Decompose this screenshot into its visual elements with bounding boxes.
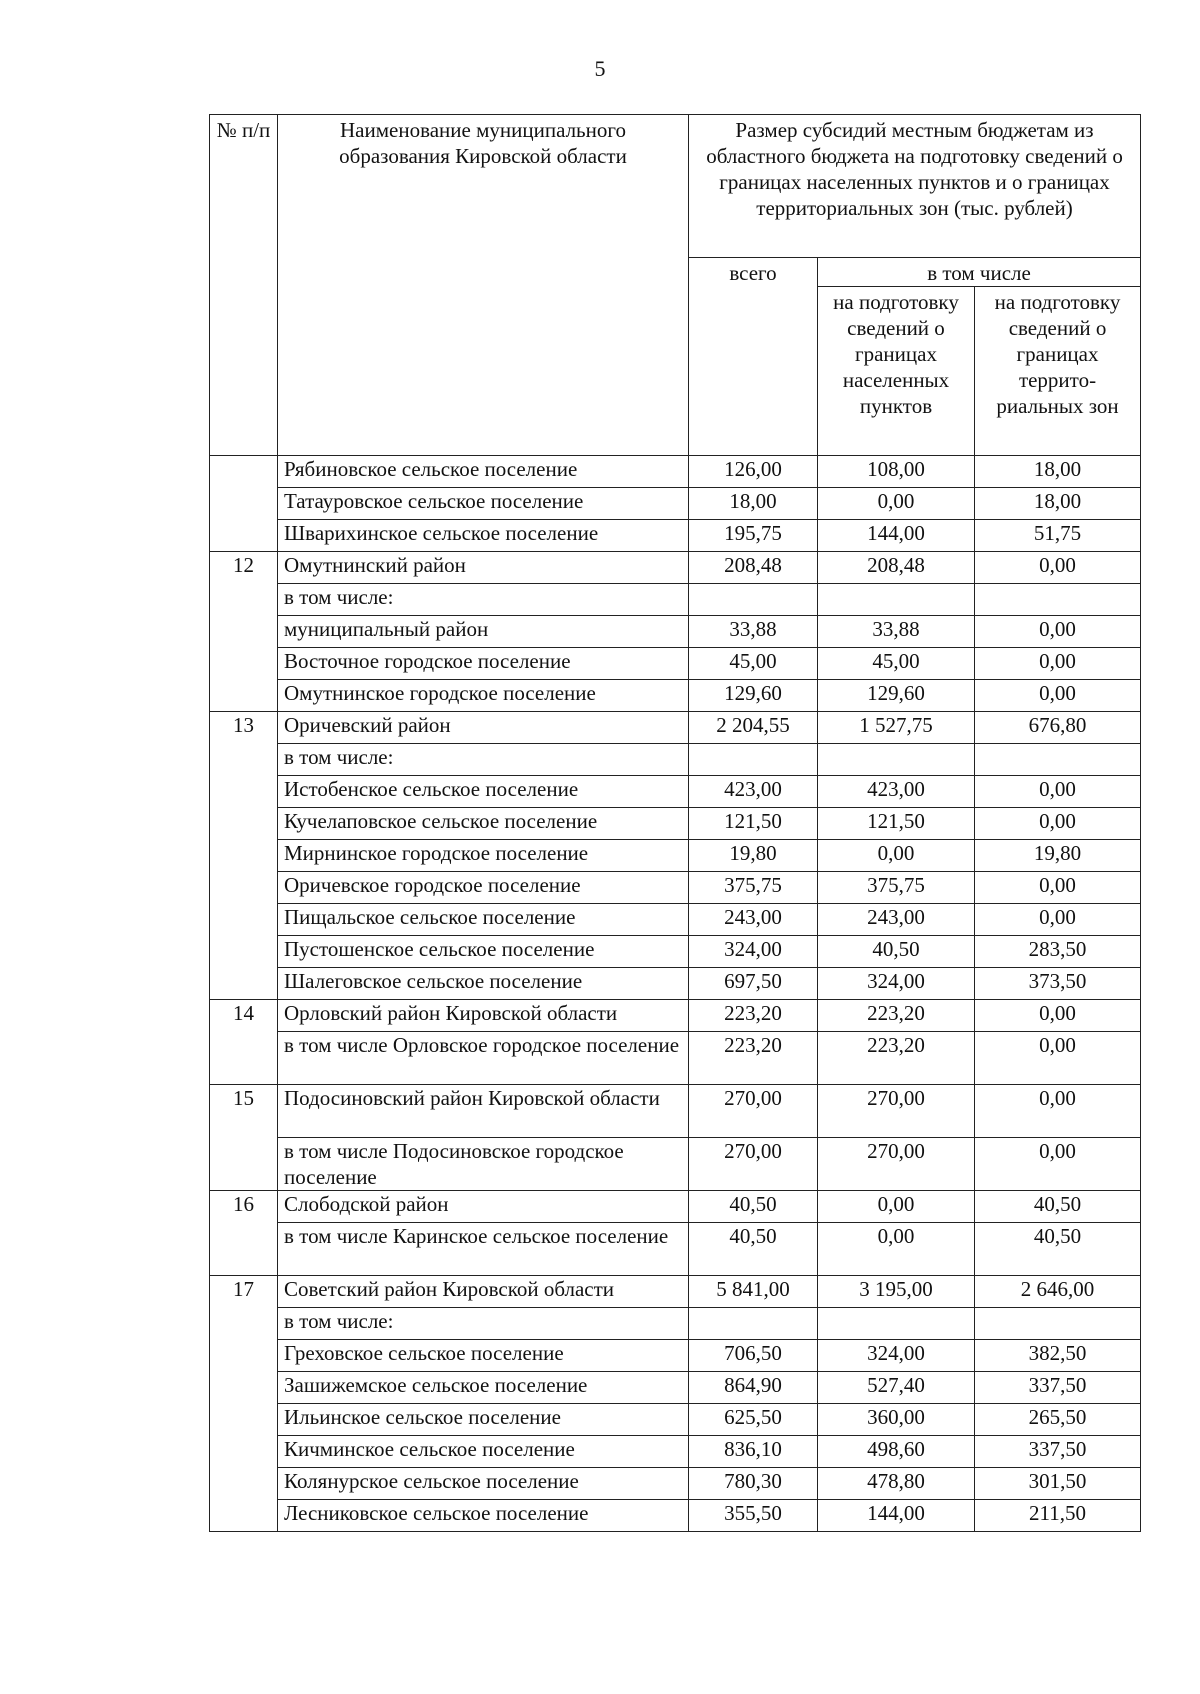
table-row bbox=[210, 1223, 1141, 1276]
row-settlements-cell: 144,00 bbox=[818, 520, 975, 552]
row-name-cell: Татауровское сельское поселение bbox=[278, 488, 689, 520]
header-total: всего bbox=[689, 258, 818, 456]
row-total-cell: 375,75 bbox=[689, 872, 818, 904]
table-row bbox=[210, 1308, 1141, 1340]
row-total-cell: 243,00 bbox=[689, 904, 818, 936]
row-total-cell: 697,50 bbox=[689, 968, 818, 1000]
row-zones-cell: 18,00 bbox=[975, 488, 1141, 520]
table-row bbox=[210, 1404, 1141, 1436]
row-total-cell: 423,00 bbox=[689, 776, 818, 808]
header-including: в том числе bbox=[818, 258, 1141, 287]
row-settlements-cell: 223,20 bbox=[818, 1000, 975, 1032]
row-total-cell: 195,75 bbox=[689, 520, 818, 552]
row-zones-cell: 337,50 bbox=[975, 1436, 1141, 1468]
row-zones-cell: 373,50 bbox=[975, 968, 1141, 1000]
row-total-cell: 33,88 bbox=[689, 616, 818, 648]
row-name-cell: Зашижемское сельское поселение bbox=[278, 1372, 689, 1404]
row-total-cell: 706,50 bbox=[689, 1340, 818, 1372]
table-row bbox=[210, 776, 1141, 808]
row-zones-cell: 0,00 bbox=[975, 680, 1141, 712]
row-settlements-cell: 270,00 bbox=[818, 1138, 975, 1191]
table-row bbox=[210, 936, 1141, 968]
row-name-cell: Кучелаповское сельское поселение bbox=[278, 808, 689, 840]
table-body bbox=[210, 456, 1141, 1532]
row-name-cell: Омутнинское городское поселение bbox=[278, 680, 689, 712]
row-zones-cell: 0,00 bbox=[975, 1138, 1141, 1191]
row-zones-cell: 0,00 bbox=[975, 808, 1141, 840]
table-row bbox=[210, 1372, 1141, 1404]
header-subsidy: Размер субсидий местным бюджетам из областного бюджета на подготовку сведений о границах населенных пунктов и о границах территориальных зон (тыс. рублей) bbox=[689, 115, 1141, 258]
table-row bbox=[210, 1468, 1141, 1500]
table-row bbox=[210, 1138, 1141, 1191]
row-settlements-cell: 1 527,75 bbox=[818, 712, 975, 744]
table-row bbox=[210, 1085, 1141, 1138]
table-row bbox=[210, 488, 1141, 520]
table-row bbox=[210, 1191, 1141, 1223]
row-name-cell: Греховское сельское поселение bbox=[278, 1340, 689, 1372]
row-name-cell: в том числе Каринское сельское поселение bbox=[278, 1223, 689, 1276]
row-total-cell: 223,20 bbox=[689, 1032, 818, 1085]
row-zones-cell: 382,50 bbox=[975, 1340, 1141, 1372]
row-settlements-cell: 121,50 bbox=[818, 808, 975, 840]
row-settlements-cell: 527,40 bbox=[818, 1372, 975, 1404]
row-total-cell: 223,20 bbox=[689, 1000, 818, 1032]
row-number-cell: 12 bbox=[210, 552, 278, 712]
row-settlements-cell: 129,60 bbox=[818, 680, 975, 712]
row-settlements-cell: 223,20 bbox=[818, 1032, 975, 1085]
row-total-cell: 270,00 bbox=[689, 1138, 818, 1191]
row-zones-cell: 0,00 bbox=[975, 1085, 1141, 1138]
table-row bbox=[210, 712, 1141, 744]
row-zones-cell: 0,00 bbox=[975, 648, 1141, 680]
row-name-cell: в том числе Орловское городское поселение bbox=[278, 1032, 689, 1085]
row-name-cell: Подосиновский район Кировской области bbox=[278, 1085, 689, 1138]
row-name-cell: муниципальный район bbox=[278, 616, 689, 648]
row-total-cell: 129,60 bbox=[689, 680, 818, 712]
row-zones-cell: 40,50 bbox=[975, 1191, 1141, 1223]
row-total-cell: 324,00 bbox=[689, 936, 818, 968]
row-settlements-cell bbox=[818, 584, 975, 616]
table-row bbox=[210, 680, 1141, 712]
table-row bbox=[210, 1000, 1141, 1032]
table-row bbox=[210, 648, 1141, 680]
row-zones-cell bbox=[975, 744, 1141, 776]
row-name-cell: в том числе: bbox=[278, 1308, 689, 1340]
row-total-cell: 836,10 bbox=[689, 1436, 818, 1468]
row-name-cell: Омутнинский район bbox=[278, 552, 689, 584]
row-total-cell bbox=[689, 744, 818, 776]
table-row bbox=[210, 744, 1141, 776]
row-total-cell: 121,50 bbox=[689, 808, 818, 840]
row-total-cell: 5 841,00 bbox=[689, 1276, 818, 1308]
row-name-cell: в том числе: bbox=[278, 744, 689, 776]
row-name-cell: Колянурское сельское поселение bbox=[278, 1468, 689, 1500]
row-number-cell bbox=[210, 456, 278, 552]
row-name-cell: Шалеговское сельское поселение bbox=[278, 968, 689, 1000]
table-row bbox=[210, 520, 1141, 552]
header-sub-settlements: на подготовку сведений о границах населенных пунктов bbox=[818, 287, 975, 456]
row-total-cell bbox=[689, 1308, 818, 1340]
row-settlements-cell: 498,60 bbox=[818, 1436, 975, 1468]
table-row bbox=[210, 808, 1141, 840]
row-number-cell: 13 bbox=[210, 712, 278, 1000]
row-zones-cell: 0,00 bbox=[975, 904, 1141, 936]
row-settlements-cell: 324,00 bbox=[818, 1340, 975, 1372]
header-name: Наименование муниципального образования Кировской области bbox=[278, 115, 689, 456]
row-name-cell: Оричевское городское поселение bbox=[278, 872, 689, 904]
row-total-cell: 40,50 bbox=[689, 1223, 818, 1276]
row-zones-cell: 211,50 bbox=[975, 1500, 1141, 1532]
row-zones-cell: 40,50 bbox=[975, 1223, 1141, 1276]
row-zones-cell bbox=[975, 584, 1141, 616]
row-total-cell: 270,00 bbox=[689, 1085, 818, 1138]
row-total-cell: 625,50 bbox=[689, 1404, 818, 1436]
row-settlements-cell: 243,00 bbox=[818, 904, 975, 936]
row-total-cell: 780,30 bbox=[689, 1468, 818, 1500]
row-total-cell: 208,48 bbox=[689, 552, 818, 584]
table-row bbox=[210, 552, 1141, 584]
table-row bbox=[210, 616, 1141, 648]
table-row bbox=[210, 584, 1141, 616]
row-name-cell: Восточное городское поселение bbox=[278, 648, 689, 680]
row-zones-cell: 0,00 bbox=[975, 1000, 1141, 1032]
row-number-cell: 17 bbox=[210, 1276, 278, 1532]
row-settlements-cell bbox=[818, 1308, 975, 1340]
row-settlements-cell: 478,80 bbox=[818, 1468, 975, 1500]
row-zones-cell: 0,00 bbox=[975, 552, 1141, 584]
row-name-cell: Орловский район Кировской области bbox=[278, 1000, 689, 1032]
row-name-cell: Ильинское сельское поселение bbox=[278, 1404, 689, 1436]
row-zones-cell: 337,50 bbox=[975, 1372, 1141, 1404]
row-zones-cell: 18,00 bbox=[975, 456, 1141, 488]
row-zones-cell: 283,50 bbox=[975, 936, 1141, 968]
row-total-cell: 2 204,55 bbox=[689, 712, 818, 744]
row-settlements-cell: 208,48 bbox=[818, 552, 975, 584]
row-name-cell: Истобенское сельское поселение bbox=[278, 776, 689, 808]
row-total-cell: 45,00 bbox=[689, 648, 818, 680]
row-total-cell: 864,90 bbox=[689, 1372, 818, 1404]
row-zones-cell: 301,50 bbox=[975, 1468, 1141, 1500]
row-zones-cell: 0,00 bbox=[975, 776, 1141, 808]
table-row bbox=[210, 1436, 1141, 1468]
row-zones-cell: 2 646,00 bbox=[975, 1276, 1141, 1308]
row-settlements-cell: 3 195,00 bbox=[818, 1276, 975, 1308]
row-name-cell: Лесниковское сельское поселение bbox=[278, 1500, 689, 1532]
header-sub-zones: на подготовку сведений о границах террито-риальных зон bbox=[975, 287, 1141, 456]
row-settlements-cell: 324,00 bbox=[818, 968, 975, 1000]
row-total-cell bbox=[689, 584, 818, 616]
table-row bbox=[210, 1276, 1141, 1308]
row-total-cell: 18,00 bbox=[689, 488, 818, 520]
row-settlements-cell: 0,00 bbox=[818, 488, 975, 520]
row-settlements-cell: 0,00 bbox=[818, 840, 975, 872]
row-settlements-cell: 45,00 bbox=[818, 648, 975, 680]
row-zones-cell: 0,00 bbox=[975, 872, 1141, 904]
row-settlements-cell: 40,50 bbox=[818, 936, 975, 968]
row-name-cell: Пустошенское сельское поселение bbox=[278, 936, 689, 968]
row-total-cell: 40,50 bbox=[689, 1191, 818, 1223]
row-settlements-cell bbox=[818, 744, 975, 776]
row-zones-cell: 0,00 bbox=[975, 616, 1141, 648]
row-settlements-cell: 108,00 bbox=[818, 456, 975, 488]
row-settlements-cell: 0,00 bbox=[818, 1191, 975, 1223]
row-settlements-cell: 423,00 bbox=[818, 776, 975, 808]
header-number: № п/п bbox=[210, 115, 278, 456]
row-number-cell: 14 bbox=[210, 1000, 278, 1085]
table-row bbox=[210, 904, 1141, 936]
row-name-cell: Слободской район bbox=[278, 1191, 689, 1223]
row-settlements-cell: 270,00 bbox=[818, 1085, 975, 1138]
table-row bbox=[210, 840, 1141, 872]
row-zones-cell: 51,75 bbox=[975, 520, 1141, 552]
table-row bbox=[210, 1032, 1141, 1085]
row-name-cell: в том числе Подосиновское городское поселение bbox=[278, 1138, 689, 1191]
row-name-cell: в том числе: bbox=[278, 584, 689, 616]
row-zones-cell: 676,80 bbox=[975, 712, 1141, 744]
row-settlements-cell: 360,00 bbox=[818, 1404, 975, 1436]
row-name-cell: Рябиновское сельское поселение bbox=[278, 456, 689, 488]
row-zones-cell: 265,50 bbox=[975, 1404, 1141, 1436]
row-total-cell: 355,50 bbox=[689, 1500, 818, 1532]
table-row bbox=[210, 968, 1141, 1000]
row-name-cell: Пищальское сельское поселение bbox=[278, 904, 689, 936]
table-row bbox=[210, 1340, 1141, 1372]
row-total-cell: 126,00 bbox=[689, 456, 818, 488]
row-settlements-cell: 375,75 bbox=[818, 872, 975, 904]
page-number: 5 bbox=[594, 56, 606, 81]
row-name-cell: Советский район Кировской области bbox=[278, 1276, 689, 1308]
row-number-cell: 16 bbox=[210, 1191, 278, 1276]
table-row bbox=[210, 1500, 1141, 1532]
row-settlements-cell: 144,00 bbox=[818, 1500, 975, 1532]
row-name-cell: Мирнинское городское поселение bbox=[278, 840, 689, 872]
table-row bbox=[210, 872, 1141, 904]
row-total-cell: 19,80 bbox=[689, 840, 818, 872]
row-number-cell: 15 bbox=[210, 1085, 278, 1191]
table-header bbox=[210, 115, 1141, 456]
row-name-cell: Оричевский район bbox=[278, 712, 689, 744]
row-settlements-cell: 33,88 bbox=[818, 616, 975, 648]
row-zones-cell: 19,80 bbox=[975, 840, 1141, 872]
row-name-cell: Шварихинское сельское поселение bbox=[278, 520, 689, 552]
subsidy-table bbox=[209, 114, 1141, 1532]
row-zones-cell bbox=[975, 1308, 1141, 1340]
table-row bbox=[210, 456, 1141, 488]
row-zones-cell: 0,00 bbox=[975, 1032, 1141, 1085]
row-name-cell: Кичминское сельское поселение bbox=[278, 1436, 689, 1468]
row-settlements-cell: 0,00 bbox=[818, 1223, 975, 1276]
